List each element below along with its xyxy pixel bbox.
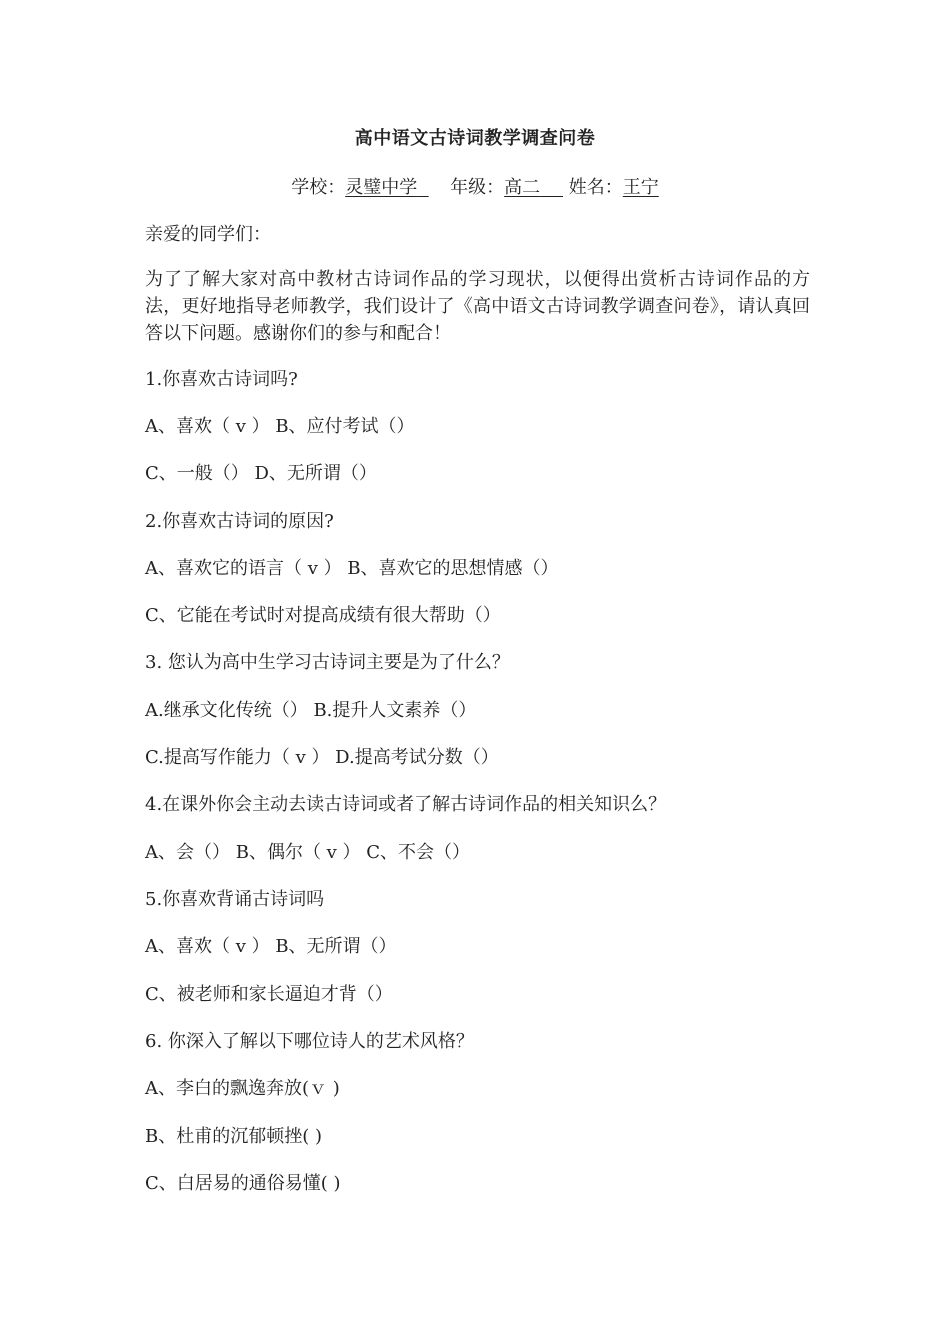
question-1-options-ab: A、喜欢（ v ） B、应付考试（） bbox=[145, 416, 415, 437]
school-value: 灵璧中学 bbox=[345, 177, 418, 198]
school-label: 学校： bbox=[291, 177, 346, 198]
question-1-options-cd: C、一般（） D、无所谓（） bbox=[145, 463, 377, 484]
question-2: 2.你喜欢古诗词的原因? bbox=[145, 511, 334, 532]
question-6-option-b: B、杜甫的沉郁顿挫( ) bbox=[145, 1126, 322, 1147]
question-4: 4.在课外你会主动去读古诗词或者了解古诗词作品的相关知识么？ bbox=[145, 794, 667, 815]
grade-label: 年级： bbox=[450, 177, 505, 198]
question-2-options-ab: A、喜欢它的语言（ v ） B、喜欢它的思想情感（） bbox=[145, 558, 559, 579]
question-3-options-cd: C.提高写作能力（ v ） D.提高考试分数（） bbox=[145, 747, 499, 768]
question-6-option-a: A、李白的飘逸奔放(ｖ ) bbox=[145, 1078, 340, 1099]
question-3-options-ab: A.继承文化传统（） B.提升人文素养（） bbox=[145, 700, 477, 721]
respondent-info bbox=[0, 173, 950, 199]
question-6: 6. 你深入了解以下哪位诗人的艺术风格？ bbox=[145, 1031, 474, 1052]
question-6-option-c: C、白居易的通俗易懂( ) bbox=[145, 1173, 341, 1194]
question-5-option-c: C、被老师和家长逼迫才背（） bbox=[145, 984, 393, 1005]
name-label: 姓名： bbox=[568, 177, 623, 198]
greeting: 亲爱的同学们： bbox=[145, 224, 271, 245]
intro-paragraph: 为了了解大家对高中教材古诗词作品的学习现状，以便得出赏析古诗词作品的方法，更好地指导老师教学，我们设计了《高中语文古诗词教学调查问卷》，请认真回答以下问题。感谢你们的参与和配合！ bbox=[145, 269, 810, 344]
question-2-option-c: C、它能在考试时对提高成绩有很大帮助（） bbox=[145, 605, 501, 626]
question-5: 5.你喜欢背诵古诗词吗 bbox=[145, 889, 325, 910]
question-5-options-ab: A、喜欢（ v ） B、无所谓（） bbox=[145, 936, 397, 957]
question-1: 1.你喜欢古诗词吗? bbox=[145, 369, 298, 390]
question-3: 3. 您认为高中生学习古诗词主要是为了什么？ bbox=[145, 652, 510, 673]
grade-value: 高二 bbox=[504, 177, 541, 198]
question-4-options: A、会（） B、偶尔（ v ） C、不会（） bbox=[145, 842, 471, 863]
document-title: 高中语文古诗词教学调查问卷 bbox=[354, 128, 596, 149]
name-value: 王宁 bbox=[622, 177, 659, 198]
